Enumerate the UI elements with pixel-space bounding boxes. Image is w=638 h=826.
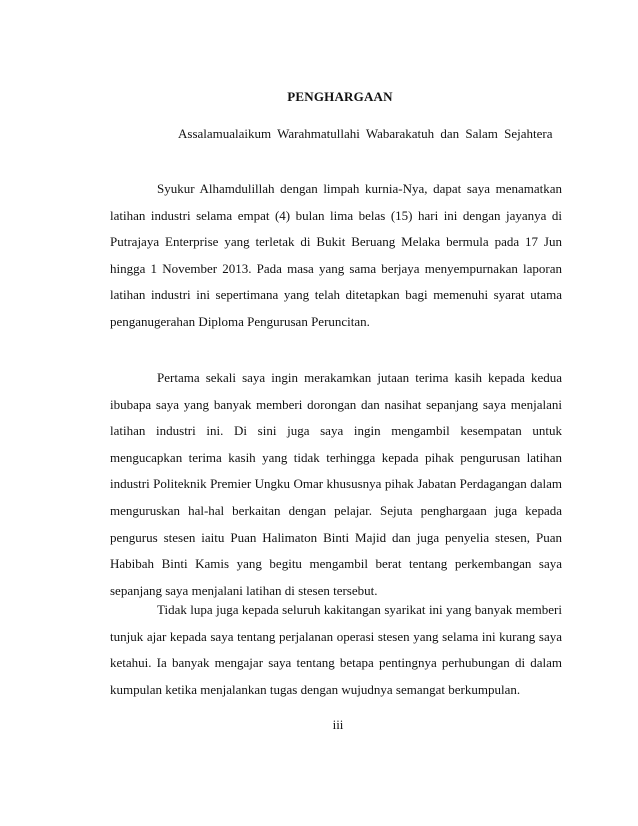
paragraph-1: Syukur Alhamdulillah dengan limpah kurnia-Nya, dapat saya menamatkan latihan industri selama empat (4) bulan lima belas (15) hari ini dengan jayanya di Putrajaya Enterprise yang terletak di Bukit Beruang Melaka bermula pada 17 Jun hingga 1 November 2013. Pada masa yang sama berjaya menyempurnakan laporan latihan industri ini sepertimana yang telah ditetapkan bagi memenuhi syarat utama penganugerahan Diploma Pengurusan Peruncitan. <box>110 181 562 329</box>
page-title: PENGHARGAAN <box>287 89 393 104</box>
paragraph-2: Pertama sekali saya ingin merakamkan jutaan terima kasih kepada kedua ibubapa saya yang banyak memberi dorongan dan nasihat sepanjang saya menjalani latihan industri ini. Di sini juga saya ingin mengambil kesempatan untuk mengucapkan terima kasih yang tidak terhingga kepada pihak pengurusan latihan industri Politeknik Premier Ungku Omar khususnya pihak Jabatan Perdagangan dalam menguruskan hal-hal berkaitan dengan pelajar. Sejuta penghargaan juga kepada pengurus stesen iaitu Puan Halimaton Binti Majid dan juga penyelia stesen, Puan Habibah Binti Kamis yang begitu mengambil berat tentang perkembangan saya sepanjang saya menjalani latihan di stesen tersebut. <box>110 370 562 598</box>
greeting-line: Assalamualaikum Warahmatullahi Wabarakatuh dan Salam Sejahtera <box>178 126 553 141</box>
paragraph-3: Tidak lupa juga kepada seluruh kakitangan syarikat ini yang banyak memberi tunjuk ajar kepada saya tentang perjalanan operasi stesen yang selama ini kurang saya ketahui. Ia banyak mengajar saya tentang betapa pentingnya perhubungan di dalam kumpulan ketika menjalankan tugas dengan wujudnya semangat berkumpulan. <box>110 602 562 697</box>
page-number: iii <box>332 717 344 732</box>
